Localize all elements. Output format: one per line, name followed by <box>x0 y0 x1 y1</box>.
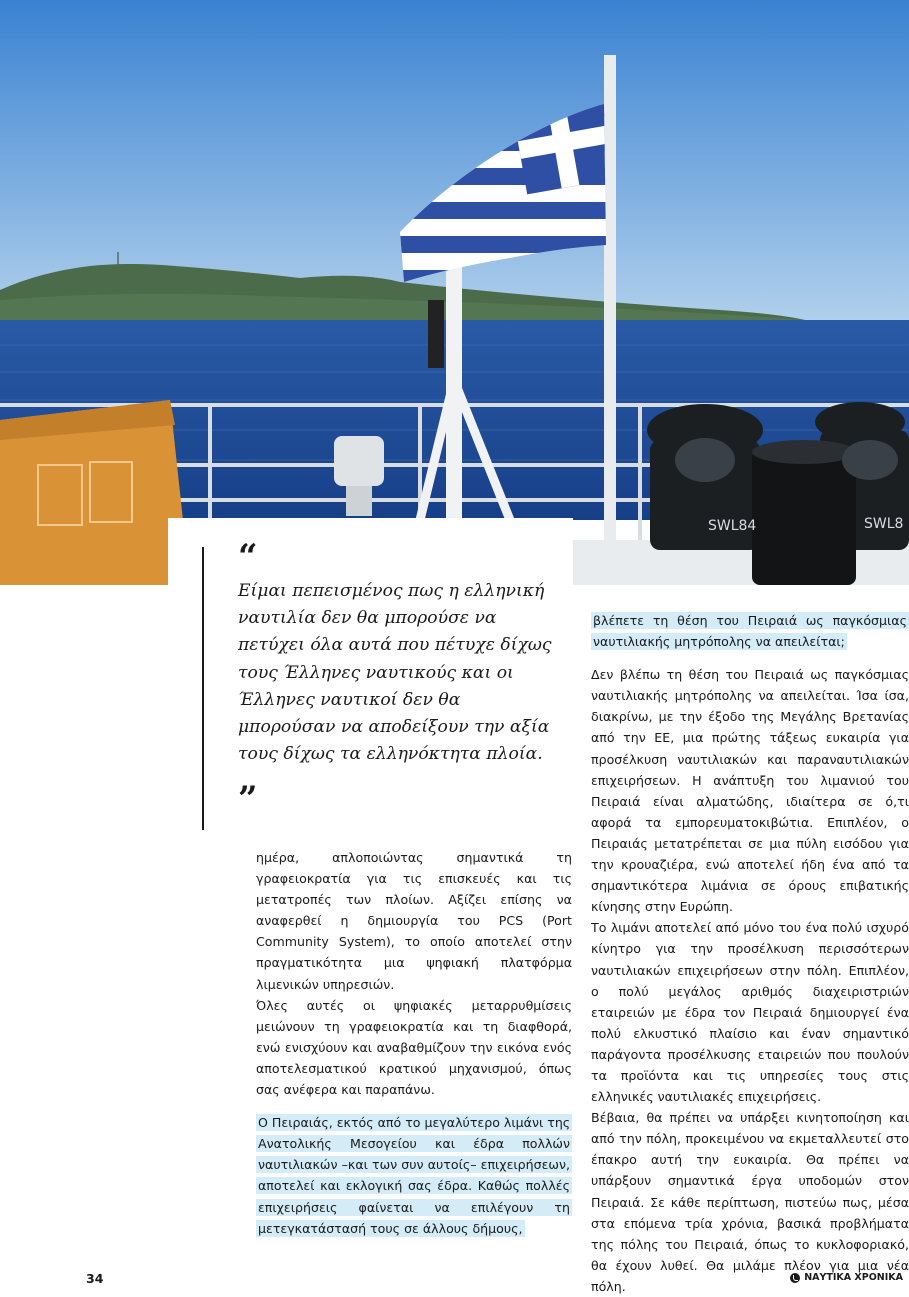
close-quote-icon: ” <box>238 779 258 819</box>
pull-quote-text: Είμαι πεπεισμένος πως η ελληνική ναυτιλία δεν θα μπορούσε να πετύχει όλα αυτά που πέτυχε δίχως τους Έλληνες ναυτικούς και οι Έλληνες ναυτικοί δεν θα μπορούσαν να αποδείξουν την αξία τους δίχως τα ελληνόκτητα πλοία. <box>238 581 552 765</box>
ship-logo-icon <box>790 1273 800 1283</box>
article-column-right <box>591 610 909 1297</box>
interview-question <box>256 1112 572 1239</box>
body-paragraph: Όλες αυτές οι ψηφιακές μεταρρυθμίσεις μειώνουν τη γραφειοκρατία και τη διαφθορά, ενώ ενισχύουν και αναβαθμίζουν την εικόνα ενός αποτελεσματικού κρατικού μηχανισμού, όπως σας ανέφερα και παραπάνω. <box>256 997 572 1098</box>
body-paragraph: Βέβαια, θα πρέπει να υπάρξει κινητοποίηση και από την πόλη, προκειμένου να εκμεταλλευτεί στο έπακρο αυτή την ευκαιρία. Θα πρέπει να υπάρξουν σημαντικά έργα υποδομών στον Πειραιά. Σε κάθε περίπτωση, πιστεύω πως, μέσα στα επόμενα τρία χρόνια, βασικά προβλήματα της πόλης του Πειραιά, όπως το κυκλοφοριακό, θα έχουν λυθεί. Θα μιλάμε πλέον για μια νέα πόλη. <box>591 1110 909 1294</box>
hero-photo <box>0 0 909 585</box>
open-quote-icon: “ <box>238 537 258 577</box>
body-paragraph: ημέρα, απλοποιώντας σημαντικά τη γραφειοκρατία για τις επισκευές και τις μετατροπές των πλοίων. Αξίζει επίσης να αναφερθεί η δημιουργία του PCS (Port Community System), το οποίο αποτελεί στην πραγματικότητα μια ψηφιακή πλατφόρμα λιμενικών υπηρεσιών. <box>256 850 572 992</box>
body-paragraph: Δεν βλέπω τη θέση του Πειραιά ως παγκόσμιας ναυτιλιακής μητρόπολης να απειλείται. Ίσα ίσα, διακρίνω, με την έξοδο της Μεγάλης Βρετανίας από την ΕΕ, μια πρώτης τάξεως ευκαιρία για προσέλκυση ναυτιλιακών και παραναυτιλιακών επιχειρήσεων. Η ανάπτυξη του λιμανιού του Πειραιά είναι αλματώδης, ιδιαίτερα σε ό,τι αφορά τα εμπορευματοκιβώτια. Επιπλέον, ο Πειραιάς μετατρέπεται σε μια πύλη εισόδου για την κρουαζιέρα, ενώ αποτελεί ήδη ένα από τα σημαντικότερα λιμάνια σε όρους επιβατικής κίνησης στην Ευρώπη. <box>591 667 909 915</box>
page-number: 34 <box>86 1271 104 1286</box>
publication-brand <box>790 1272 903 1283</box>
body-paragraph: Το λιμάνι αποτελεί από μόνο του ένα πολύ ισχυρό κίνητρο για την προσέλκυση περισσότερων ναυτιλιακών επιχειρήσεων στην πόλη. Επιπλέον, ο πολύ μεγάλος αριθμός διαχειριστριών εταιρειών με έδρα τον Πειραιά δημιουργεί ένα πολύ ελκυστικό πλαίσιο και έναν σημαντικό παράγοντα προσέλκυσης εταιρειών που πουλούν τα προϊόντα και τις υπηρεσίες τους στις ελληνικές ναυτιλιακές επιχειρήσεις. <box>591 920 909 1105</box>
question-highlight: Ο Πειραιάς, εκτός από το μεγαλύτερο λιμάνι της Ανατολικής Μεσογείου και έδρα πολλών ναυτιλιακών –και των συν αυτοίς– επιχειρήσεων, αποτελεί και εκλογική σας έδρα. Καθώς πολλές επιχειρήσεις φαίνεται να επιλέγουν τη μετεγκατάστασή τους σε άλλους δήμους, <box>258 1115 571 1236</box>
pull-quote-rule <box>202 547 204 830</box>
article-column-middle <box>256 847 572 1239</box>
interview-question <box>591 610 909 652</box>
brand-name: ΝΑΥΤΙΚΑ ΧΡΟΝΙΚΑ <box>804 1272 903 1283</box>
bollard-marking-right: SWL8 <box>864 516 904 532</box>
question-highlight: βλέπετε τη θέση του Πειραιά ως παγκόσμιας ναυτιλιακής μητρόπολης να απειλείται; <box>593 613 907 650</box>
bollard-marking-left: SWL84 <box>708 518 757 534</box>
greek-flag-ship-deck-photo <box>0 0 909 585</box>
